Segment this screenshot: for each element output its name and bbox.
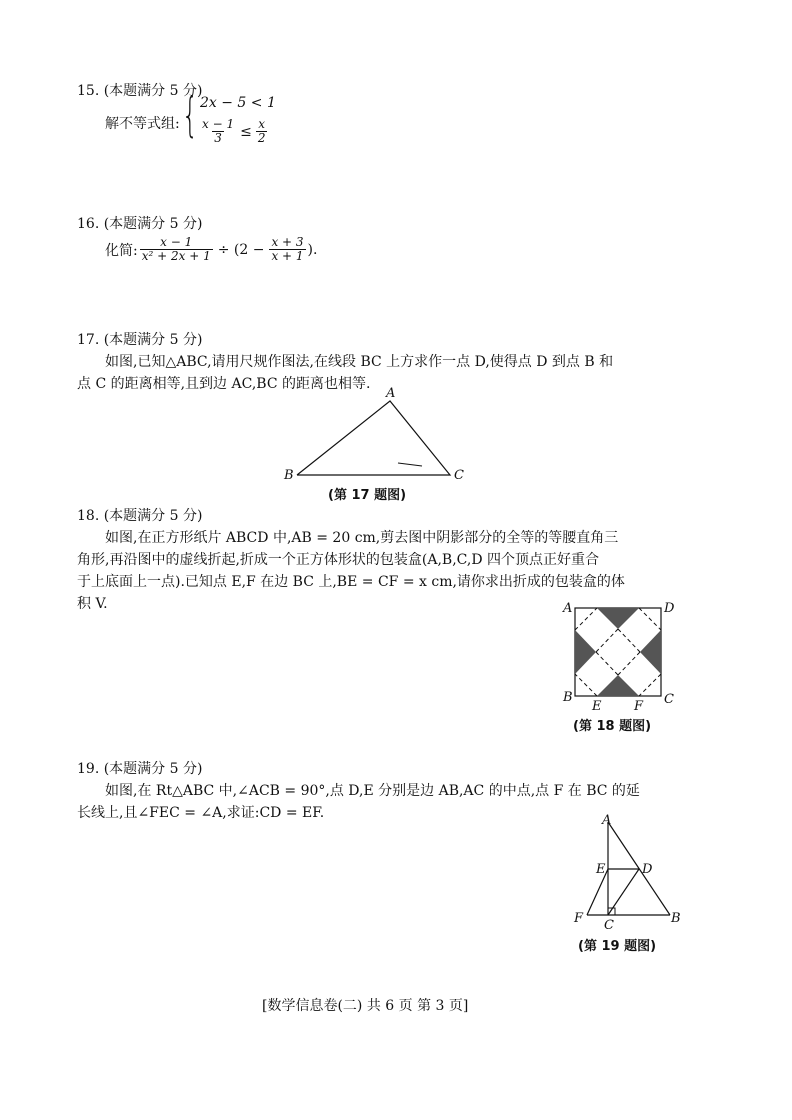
q16-expression	[105, 236, 317, 263]
fraction-denominator: x + 1	[271, 249, 304, 264]
label-b: B	[671, 911, 681, 926]
label-e: E	[592, 699, 602, 713]
q18-line3: 于上底面上一点).已知点 E,F 在边 BC 上,BE = CF = x cm,请你求出折成的包装盒的体	[77, 574, 625, 590]
shaded-triangle-bottom	[597, 675, 639, 696]
q15-fraction-right	[256, 118, 268, 145]
label-d: D	[664, 601, 675, 616]
q19-header: 19. (本题满分 5 分)	[77, 761, 203, 777]
q18-line1: 如图,在正方形纸片 ABCD 中,AB = 20 cm,剪去图中阴影部分的全等的等腰直角三	[105, 530, 619, 546]
label-f: F	[634, 699, 644, 713]
q17-header: 17. (本题满分 5 分)	[77, 332, 203, 348]
q16-header: 16. (本题满分 5 分)	[77, 216, 203, 232]
q19-line1: 如图,在 Rt△ABC 中,∠ACB = 90°,点 D,E 分别是边 AB,AC 的中点,点 F 在 BC 的延	[105, 783, 640, 799]
shaded-triangle-right	[640, 630, 661, 674]
q19-line2: 长线上,且∠FEC = ∠A,求证:CD = EF.	[77, 805, 325, 821]
q19-figure	[560, 812, 690, 932]
fraction-denominator: x² + 2x + 1	[141, 249, 211, 264]
fraction-denominator: 3	[214, 131, 222, 146]
q15-header: 15. (本题满分 5 分)	[77, 83, 203, 99]
label-d: D	[642, 862, 653, 877]
label-c: C	[664, 692, 674, 707]
fraction-numerator: x + 3	[271, 235, 304, 249]
q15-inequality-1: 2x − 5 < 1	[200, 95, 276, 111]
label-a: A	[563, 601, 573, 616]
q18-line4: 积 V.	[77, 596, 108, 612]
fraction-denominator: 2	[257, 131, 266, 146]
q17-line2: 点 C 的距离相等,且到边 AC,BC 的距离也相等.	[77, 376, 371, 392]
label-b: B	[563, 690, 573, 705]
q19-caption: (第 19 题图)	[578, 939, 657, 954]
pencil-mark	[398, 463, 422, 466]
q15-inequality-2	[198, 118, 269, 145]
label-f: F	[574, 911, 584, 926]
q16-tail: ).	[307, 241, 318, 258]
label-a: A	[386, 386, 396, 401]
fraction-numerator: x − 1	[202, 117, 235, 131]
q18-line2: 角形,再沿图中的虚线折起,折成一个正方体形状的包装盒(A,B,C,D 四个顶点正好重合	[77, 552, 599, 568]
shaded-triangle-top	[597, 608, 639, 629]
q15-fraction-left	[200, 118, 236, 145]
triangle-abc	[297, 401, 450, 475]
q17-line1: 如图,已知△ABC,请用尺规作图法,在线段 BC 上方求作一点 D,使得点 D 到点 B 和	[105, 354, 614, 370]
fraction-numerator: x − 1	[160, 235, 193, 249]
q18-figure	[560, 598, 690, 713]
page-footer: [数学信息卷(二) 共 6 页 第 3 页]	[262, 998, 469, 1014]
q18-header: 18. (本题满分 5 分)	[77, 508, 203, 524]
label-e: E	[596, 862, 606, 877]
q17-figure	[270, 385, 480, 485]
q16-fraction-right	[269, 236, 305, 263]
q16-divide: ÷ (2 −	[217, 241, 265, 258]
left-brace-icon: {	[182, 88, 199, 142]
q15-relation: ≤	[240, 123, 252, 140]
fraction-numerator: x	[258, 117, 266, 131]
q18-caption: (第 18 题图)	[573, 719, 652, 734]
q15-prompt: 解不等式组:	[105, 116, 180, 132]
q16-fraction-left	[140, 236, 213, 263]
label-c: C	[604, 918, 614, 932]
shaded-triangle-left	[575, 630, 596, 674]
label-c: C	[454, 468, 464, 483]
label-a: A	[602, 813, 612, 828]
label-b: B	[284, 468, 294, 483]
q16-prompt: 化简:	[105, 242, 138, 259]
q17-caption: (第 17 题图)	[328, 488, 407, 503]
